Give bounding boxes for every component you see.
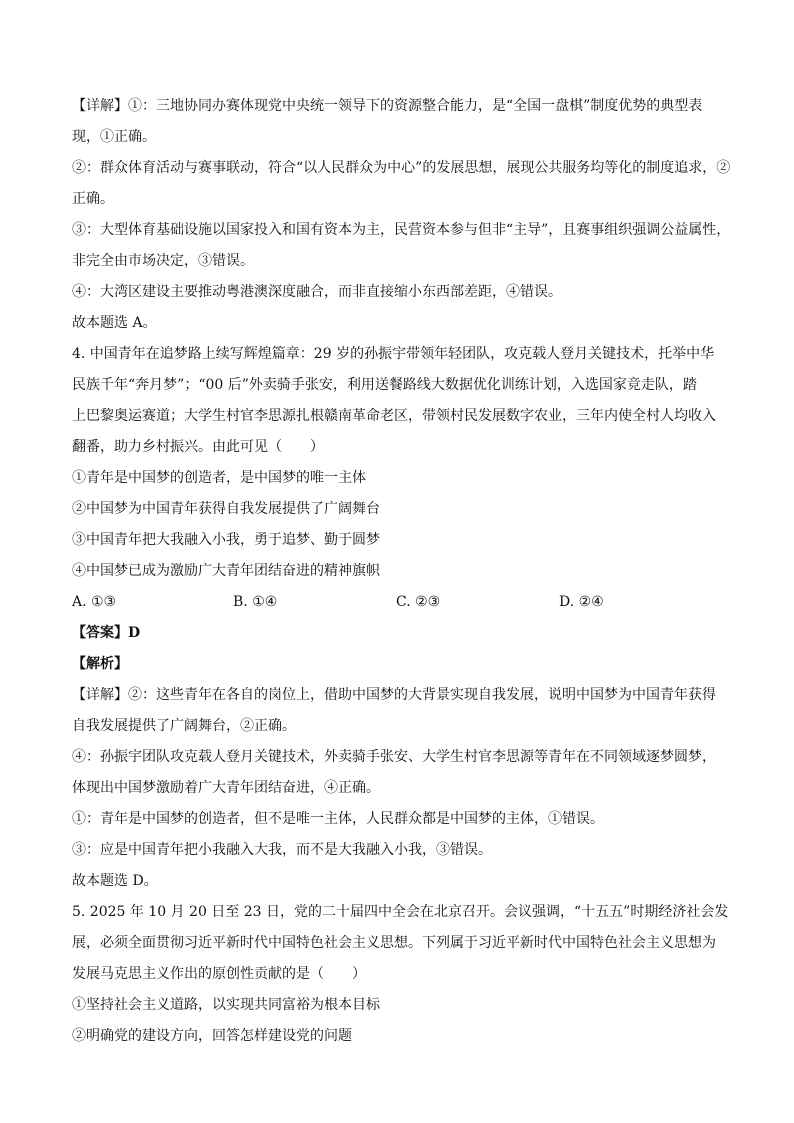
q5-stem-line-1: 5. 2025 年 10 月 20 日至 23 日，党的二十届四中全会在北京召开。会议强调，“十五五”时期经济社会发 [72,904,729,920]
q3-detail-line-4: 正确。 [72,191,114,207]
q4-stem-line-1: 4. 中国青年在追梦路上续写辉煌篇章：29 岁的孙振宇带领年轻团队，攻克载人登月关键技术，托举中华 [72,346,715,362]
q4-stem-line-3: 上巴黎奥运赛道；大学生村官李思源扎根赣南革命老区，带领村民发展数字农业，三年内使全村人均收入 [72,408,716,424]
q3-detail-line-3: ②：群众体育活动与赛事联动，符合“以人民群众为中心”的发展思想，展现公共服务均等化的制度追求，② [72,160,731,176]
q4-answer: 【答案】D [72,625,141,641]
q4-statement-3: ③中国青年把大我融入小我，勇于追梦、勤于圆梦 [72,532,380,548]
q4-detail-line-4: 体现出中国梦激励着广大青年团结奋进，④正确。 [72,780,380,796]
q3-detail-line-1: 【详解】①：三地协同办赛体现党中央统一领导下的资源整合能力，是“全国一盘棋”制度优势的典型表 [72,98,703,114]
q5-statement-2: ②明确党的建设方向，回答怎样建设党的问题 [72,1028,352,1044]
q4-statement-4: ④中国梦已成为激励广大青年团结奋进的精神旗帜 [72,563,380,579]
q4-detail-line-5: ①：青年是中国梦的创造者，但不是唯一主体，人民群众都是中国梦的主体，①错误。 [72,811,604,827]
q5-statement-1: ①坚持社会主义道路，以实现共同富裕为根本目标 [72,997,380,1013]
q4-detail-line-2: 自我发展提供了广阔舞台，②正确。 [72,718,296,734]
q4-statement-2: ②中国梦为中国青年获得自我发展提供了广阔舞台 [72,501,380,517]
q4-statement-1: ①青年是中国梦的创造者，是中国梦的唯一主体 [72,470,366,486]
q4-stem-line-2: 民族千年“奔月梦”；“00 后”外卖骑手张安，利用送餐路线大数据优化训练计划，入选国家竞走队，踏 [72,377,697,393]
q4-stem-line-4: 翻番，助力乡村振兴。由此可见（ ） [72,439,324,455]
q4-option-a: A. ①③ [72,594,117,610]
q4-conclusion: 故本题选 D。 [72,873,158,889]
q4-detail-line-1: 【详解】②：这些青年在各自的岗位上，借助中国梦的大背景实现自我发展，说明中国梦为中国青年获得 [72,687,716,703]
q3-detail-line-6: 非完全由市场决定，③错误。 [72,253,254,269]
q3-detail-line-7: ④：大湾区建设主要推动粤港澳深度融合，而非直接缩小东西部差距，④错误。 [72,284,562,300]
q3-detail-line-5: ③：大型体育基础设施以国家投入和国有资本为主，民营资本参与但非“主导”，且赛事组织强调公益属性， [72,222,731,238]
q4-option-b: B. ①④ [233,594,278,610]
q4-detail-line-6: ③：应是中国青年把小我融入大我，而不是大我融入小我，③错误。 [72,842,492,858]
q4-detail-line-3: ④：孙振宇团队攻克载人登月关键技术，外卖骑手张安、大学生村官李思源等青年在不同领域逐梦圆梦， [72,749,716,765]
q3-conclusion: 故本题选 A。 [72,315,157,331]
q5-stem-line-2: 展，必须全面贯彻习近平新时代中国特色社会主义思想。下列属于习近平新时代中国特色社会主义思想为 [72,935,716,951]
q4-option-c: C. ②③ [396,594,441,610]
q3-detail-line-2: 现，①正确。 [72,129,156,145]
q5-stem-line-3: 发展马克思主义作出的原创性贡献的是（ ） [72,966,366,982]
q4-analysis-heading: 【解析】 [72,656,128,672]
q4-option-d: D. ②④ [559,594,604,610]
